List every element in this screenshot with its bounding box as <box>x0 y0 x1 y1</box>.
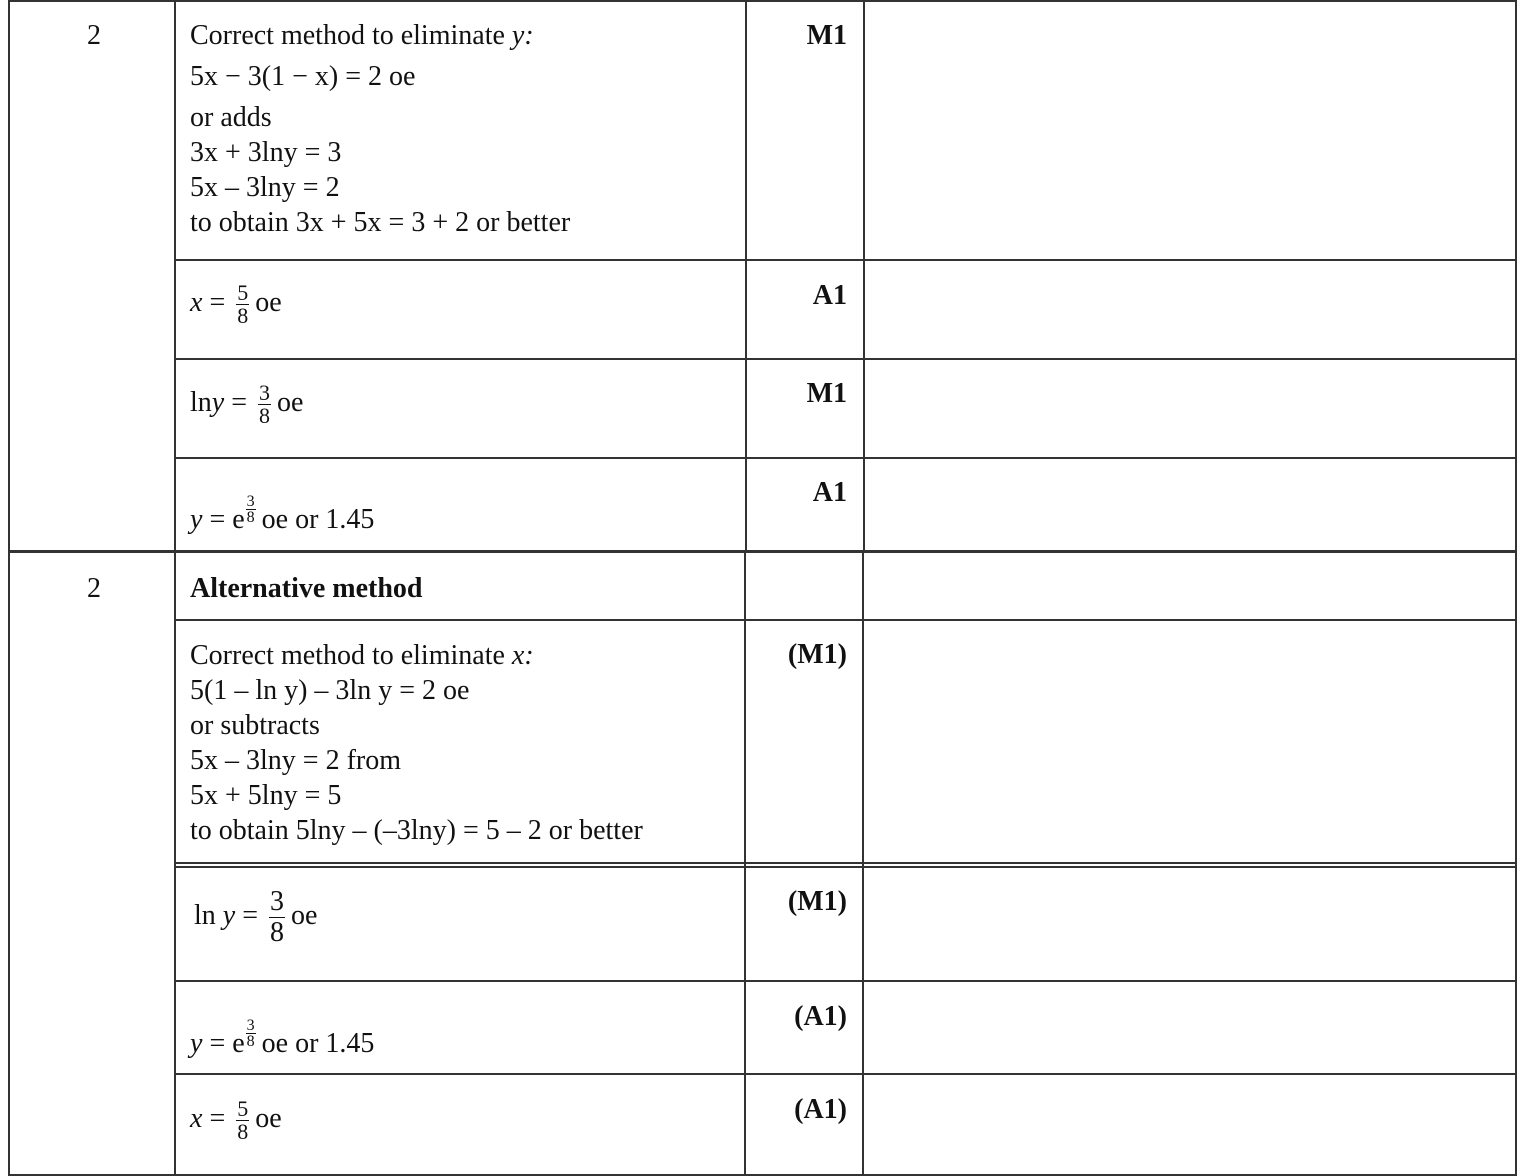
row-divider <box>174 862 1515 864</box>
y-value-answer: y = e $\frac{3}{8}$ oe or 1.45 <box>190 1017 375 1059</box>
equation: 5(1 – ln y) – 3ln y = 2 oe <box>190 675 470 706</box>
equation: 5x – 3lny = 2 <box>190 172 340 203</box>
row-divider <box>174 457 1515 459</box>
question-number: 2 <box>87 20 101 51</box>
ln-y-value: ln y = $\frac{3}{8}$ oe <box>194 886 318 948</box>
row-divider <box>174 259 1515 261</box>
column-divider <box>863 2 865 550</box>
question-number: 2 <box>87 573 101 604</box>
equation: 5x + 5lny = 5 <box>190 780 342 811</box>
method-eliminate-x: Correct method to eliminate x: 5(1 – ln y) – 3ln y = 2 oe or subtracts 5x – 3lny = 2 from 5x + 5lny = 5 to obtain 5lny – (–3lny) = 5 – 2 or better <box>190 640 643 846</box>
method-eliminate-y: Correct method to eliminate y: 5x − 3(1 − x) = 2 oe or adds 3x + 3lny = 3 5x – 3lny = 2 to obtain 3x + 5x = 3 + 2 or better <box>190 20 571 238</box>
exponent-fraction: $\frac{3}{8}$ <box>246 493 255 526</box>
column-divider <box>174 2 176 550</box>
row-divider <box>174 619 1515 621</box>
exponent-fraction: $\frac{3}{8}$ <box>246 1017 255 1050</box>
equation: 5x – 3lny = 2 from <box>190 745 401 776</box>
row-divider <box>174 1073 1515 1075</box>
ln-y-value: lny = $\frac{3}{8}$ oe <box>190 380 304 428</box>
column-divider <box>745 2 747 550</box>
row-divider <box>174 358 1515 360</box>
alternative-method-heading: Alternative method <box>190 573 423 604</box>
fraction: $\frac{3}{8}$ <box>270 886 285 948</box>
equation: 3x + 3lny = 3 <box>190 137 342 168</box>
mark-code: A1 <box>812 280 847 311</box>
y-value-answer: y = e $\frac{3}{8}$ oe or 1.45 <box>190 493 375 535</box>
mark-code: M1 <box>806 378 847 409</box>
mark-code: M1 <box>806 20 847 51</box>
row-divider <box>174 980 1515 982</box>
equation: 5x − 3(1 − x) = 2 oe <box>190 61 416 92</box>
x-value-answer: x = $\frac{5}{8}$ oe <box>190 1096 282 1144</box>
mark-scheme-section-alternative <box>8 551 1517 1176</box>
mark-code: (A1) <box>794 1001 847 1032</box>
mark-code: (M1) <box>787 886 847 917</box>
mark-code: (M1) <box>787 639 847 670</box>
mark-code: A1 <box>812 477 847 508</box>
fraction: $\frac{5}{8}$ <box>237 1096 249 1144</box>
row-divider <box>174 866 1515 868</box>
mark-code: (A1) <box>794 1094 847 1125</box>
x-value-answer: x = $\frac{5}{8}$ oe <box>190 280 282 328</box>
mark-scheme-section-main <box>8 0 1517 552</box>
fraction: $\frac{3}{8}$ <box>259 380 271 428</box>
fraction: $\frac{5}{8}$ <box>237 280 249 328</box>
